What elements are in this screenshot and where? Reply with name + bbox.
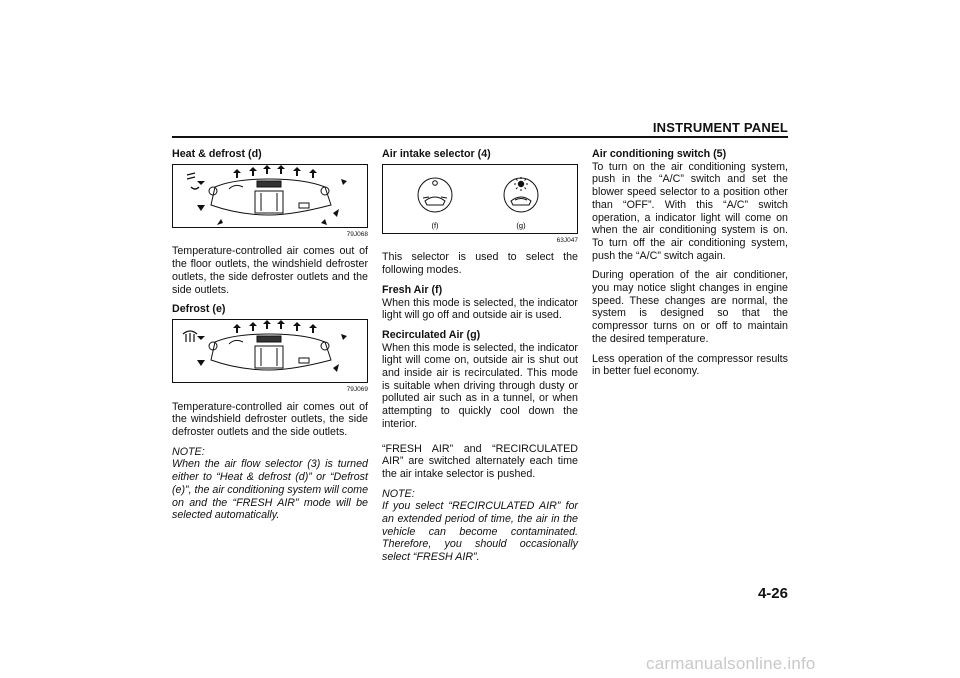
dashboard-airflow-illustration	[173, 165, 367, 227]
paragraph: When this mode is selected, the indicator light will come on, outside air is shut out and inside air is recirculated. This mode is suitable when driving through dusty or polluted air such as in a tunnel, or when attempting to quickly cool down the interior.	[382, 341, 578, 430]
paragraph: When this mode is selected, the indicator light will go off and outside air is used.	[382, 296, 578, 322]
figure-heat-defrost	[172, 164, 368, 228]
note-label: NOTE:	[382, 487, 415, 500]
figure-code: 79J069	[346, 385, 368, 393]
note-text: If you select “RECIRCULATED AIR” for an extended period of time, the air in the vehicle can become contaminated. Therefore, you should occasionally select “FRESH AIR”.	[382, 500, 578, 564]
recirculated-air-label: (g)	[516, 220, 526, 230]
watermark: carmanualsonline.info	[646, 654, 816, 673]
column-1	[172, 148, 368, 529]
heading-heat-defrost: Heat & defrost (d)	[172, 148, 262, 160]
note	[172, 446, 368, 522]
paragraph: Temperature-controlled air comes out of the floor outlets, the windshield defroster outlets, the side defroster outlets and the side outlets.	[172, 245, 368, 296]
paragraph: During operation of the air conditioner, you may notice slight changes in engine speed. These changes are normal, the system is designed so that the compressor turns on or off to maintain the desired temperature.	[592, 269, 788, 345]
page-number: 4-26	[757, 585, 788, 602]
fresh-air-label: (f)	[431, 220, 439, 230]
heading-fresh-air: Fresh Air (f)	[382, 283, 443, 296]
heading-recirculated-air: Recirculated Air (g)	[382, 328, 481, 341]
dashboard-defrost-illustration	[173, 320, 367, 382]
paragraph: To turn on the air conditioning system, push in the “A/C” switch and set the blower speed selector to a position other than “OFF”. With this “A/C” switch operation, a indicator light will come on when the air conditioning system is on. To turn off the air conditioning system, push the “A/C” switch again.	[592, 160, 788, 262]
figure-defrost	[172, 319, 368, 383]
column-2	[382, 148, 578, 571]
note-text: When the air flow selector (3) is turned either to “Heat & defrost (d)” or “Defrost (e)”, the air conditioning system will come on and the “FRESH AIR” mode will be selected automatically.	[172, 458, 369, 522]
heading-defrost: Defrost (e)	[172, 303, 226, 316]
figure-code: 63J047	[556, 236, 578, 244]
paragraph: Temperature-controlled air comes out of the windshield defroster outlets, the side defroster outlets and the side outlets.	[172, 400, 368, 439]
air-intake-buttons-illustration	[383, 165, 577, 233]
paragraph: Less operation of the compressor results in better fuel economy.	[592, 352, 788, 378]
paragraph: “FRESH AIR” and “RECIRCULATED AIR” are switched alternately each time the air intake selector is pushed.	[382, 442, 578, 480]
header-rule	[172, 136, 788, 138]
figure-air-intake	[382, 164, 578, 234]
heading-ac-switch: Air conditioning switch (5)	[592, 148, 727, 160]
heading-air-intake: Air intake selector (4)	[382, 148, 491, 160]
figure-code: 79J068	[346, 230, 368, 238]
column-3	[592, 148, 788, 385]
note	[382, 488, 578, 564]
section-title: INSTRUMENT PANEL	[652, 120, 788, 135]
note-label: NOTE:	[172, 445, 205, 458]
paragraph: This selector is used to select the following modes.	[382, 251, 578, 277]
